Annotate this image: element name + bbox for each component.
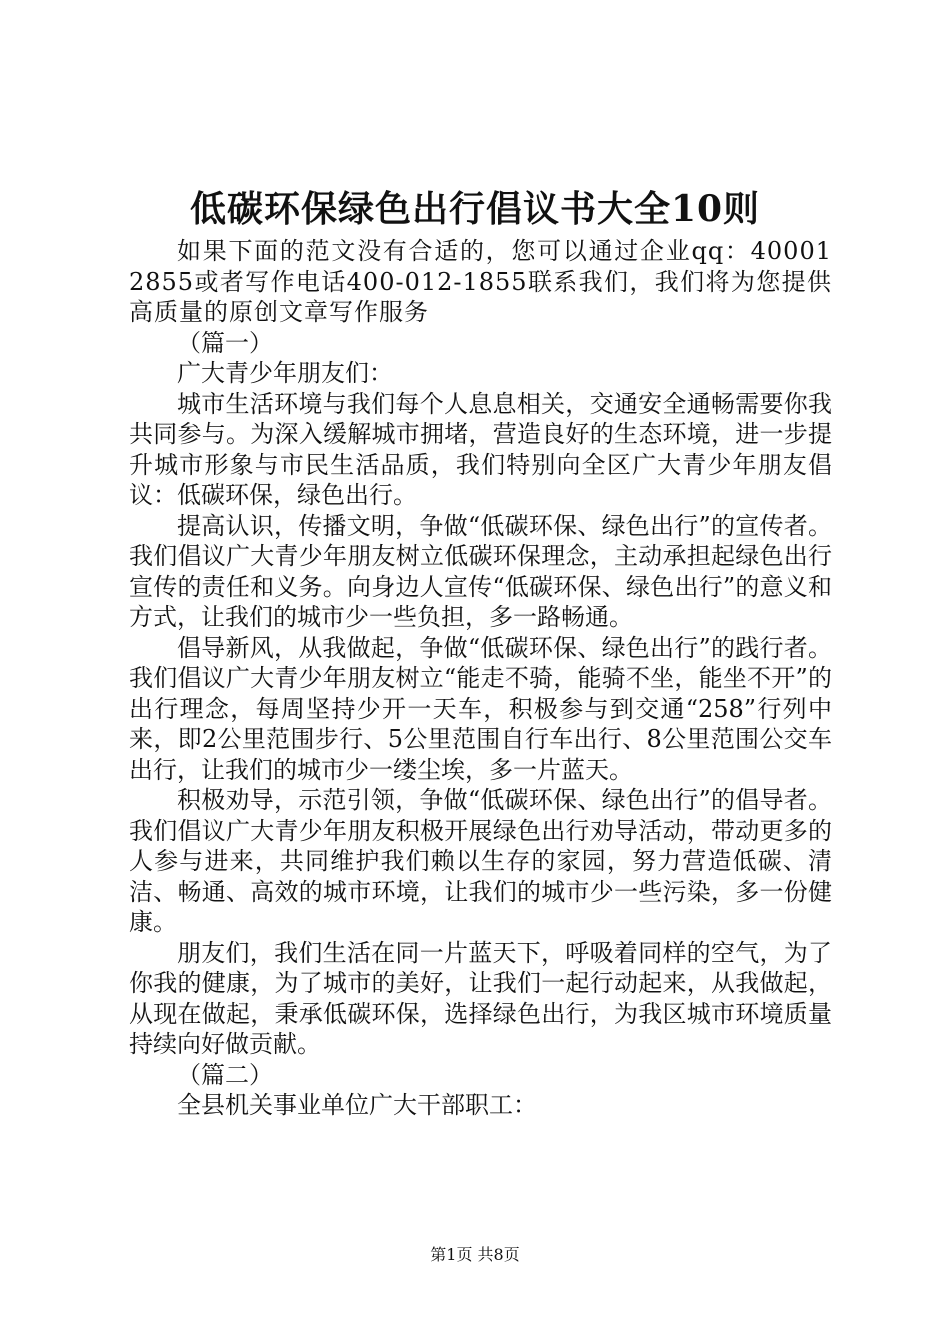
body-paragraph-2: 提高认识，传播文明，争做“低碳环保、绿色出行”的宣传者。我们倡议广大青少年朋友树立低碳环保理念，主动承担起绿色出行宣传的责任和义务。向身边人宣传“低碳环保、绿色出行”的意义和方式，让我们的城市少一些负担，多一路畅通。 <box>129 511 832 631</box>
document-body <box>129 236 832 1121</box>
body-paragraph-5: 朋友们，我们生活在同一片蓝天下，呼吸着同样的空气，为了你我的健康，为了城市的美好，让我们一起行动起来，从我做起，从现在做起，秉承低碳环保，选择绿色出行，为我区城市环境质量持续向好做贡献。 <box>129 938 832 1058</box>
intro-paragraph: 如果下面的范文没有合适的，您可以通过企业qq：400012855或者写作电话400-012-1855联系我们，我们将为您提供高质量的原创文章写作服务 <box>129 237 832 326</box>
salutation-2: 全县机关事业单位广大干部职工： <box>177 1091 537 1119</box>
section-heading-1: （篇一） <box>177 328 273 357</box>
body-paragraph-1: 城市生活环境与我们每个人息息相关，交通安全通畅需要你我共同参与。为深入缓解城市拥堵，营造良好的生态环境，进一步提升城市形象与市民生活品质，我们特别向全区广大青少年朋友倡议：低碳环保，绿色出行。 <box>129 389 832 509</box>
salutation-1: 广大青少年朋友们： <box>177 359 393 387</box>
body-paragraph-3: 倡导新风，从我做起，争做“低碳环保、绿色出行”的践行者。我们倡议广大青少年朋友树立“能走不骑，能骑不坐，能坐不开”的出行理念，每周坚持少开一天车，积极参与到交通“258”行列中来，即2公里范围步行、5公里范围自行车出行、8公里范围公交车出行，让我们的城市少一缕尘埃，多一片蓝天。 <box>129 633 832 784</box>
section-heading-2: （篇二） <box>177 1060 273 1089</box>
document-title: 低碳环保绿色出行倡议书大全10则 <box>189 188 761 230</box>
body-paragraph-4: 积极劝导，示范引领，争做“低碳环保、绿色出行”的倡导者。我们倡议广大青少年朋友积极开展绿色出行劝导活动，带动更多的人参与进来，共同维护我们赖以生存的家园，努力营造低碳、清洁、畅通、高效的城市环境，让我们的城市少一些污染，多一份健康。 <box>129 786 832 936</box>
page-footer: 第1页 共8页 <box>430 1245 520 1264</box>
